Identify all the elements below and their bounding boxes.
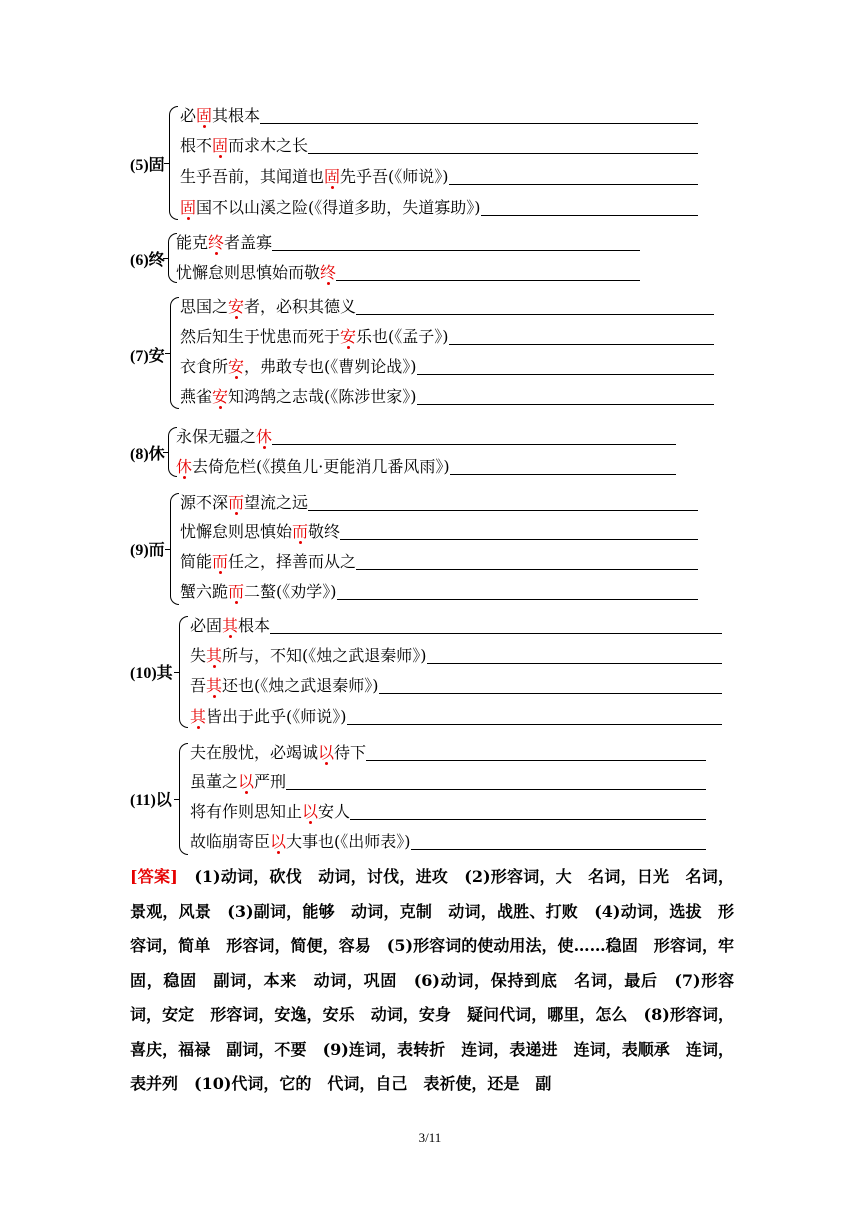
entry-line: 永保无疆之休 — [176, 421, 676, 451]
answer-paragraph — [130, 860, 734, 1102]
group-label: (11)以 — [130, 792, 172, 809]
entry-line: 能克终者盖寡 — [176, 227, 640, 257]
group-label: (7)安 — [130, 348, 165, 365]
answer-text: (1)动词，砍伐 动词，讨伐，进攻 (2)形容词，大 名词，日光 名词，景观，风景 (3)副词，能够 动词，克制 动词，战胜、打败 (4)动词，选拔 形容词，简单 形容词，简便，容易 (5)形容词的使动用法，使……稳固 形容词，牢固，稳固 副词，本来 动词，巩固 (6)动词，保持到底 名词，最后 (7)形容词，安定 形容词，安逸，安乐 动词，安身 疑问代词，哪里，怎么 (8)形容词，喜庆，福禄 副词，不要 (9)连词，表转折 连词，表递进 连词，表顺承 连词，表并列 (10)代词，它的 代词，自己 表祈使，还是 副 — [130, 867, 734, 1093]
entry-line: 吾其还也(《烛之武退秦师》) — [190, 670, 722, 700]
entry-line: 根不固而求木之长 — [180, 130, 698, 160]
entry-line: 忧懈怠则思慎始而敬终 — [180, 516, 698, 546]
brace — [179, 743, 188, 855]
entry-line: 虽董之以严刑 — [190, 766, 706, 796]
entry-line: 其皆出于此乎(《师说》) — [190, 701, 722, 731]
entry-line: 思国之安者，必积其德义 — [180, 291, 714, 321]
entry-line: 将有作则思知止以安人 — [190, 796, 706, 826]
group-label: (5)固 — [130, 157, 165, 174]
group-xiu — [130, 421, 678, 481]
page-number: 3/11 — [418, 1130, 442, 1145]
entry-line: 必固其根本 — [180, 100, 698, 130]
group-gu — [130, 100, 700, 224]
entry-line: 衣食所安，弗敢专也(《曹刿论战》) — [180, 351, 714, 381]
group-zhong — [130, 227, 642, 287]
entry-line: 蟹六跪而二螯(《劝学》) — [180, 576, 698, 606]
group-yi — [130, 737, 708, 859]
brace — [170, 493, 179, 605]
entry-line: 生乎吾前，其闻道也固先乎吾(《师说》) — [180, 161, 698, 191]
entry-line: 必固其根本 — [190, 610, 722, 640]
entry-line: 简能而任之，择善而从之 — [180, 546, 698, 576]
group-label: (10)其 — [130, 665, 173, 682]
entry-line: 源不深而望流之远 — [180, 487, 698, 517]
answer-tag: [答案] — [130, 867, 178, 886]
brace — [169, 106, 178, 220]
group-label: (9)而 — [130, 542, 165, 559]
entry-line: 忧懈怠则思慎始而敬终 — [176, 257, 640, 287]
brace — [179, 616, 188, 728]
brace — [170, 297, 179, 409]
group-er — [130, 487, 700, 609]
entry-line: 燕雀安知鸿鹄之志哉(《陈涉世家》) — [180, 381, 714, 411]
group-label: (8)休 — [130, 446, 165, 463]
entry-line: 然后知生于忧患而死于安乐也(《孟子》) — [180, 321, 714, 351]
entry-line: 失其所与，不知(《烛之武退秦师》) — [190, 640, 722, 670]
entry-line: 故临崩寄臣以大事也(《出师表》) — [190, 826, 706, 856]
entry-line: 休去倚危栏(《摸鱼儿·更能消几番风雨》) — [176, 451, 676, 481]
entry-line: 固国不以山溪之险(《得道多助，失道寡助》) — [180, 192, 698, 222]
entry-line: 夫在殷忧，必竭诚以待下 — [190, 737, 706, 767]
group-an — [130, 291, 716, 413]
group-label: (6)终 — [130, 252, 165, 269]
group-qi — [130, 610, 724, 732]
